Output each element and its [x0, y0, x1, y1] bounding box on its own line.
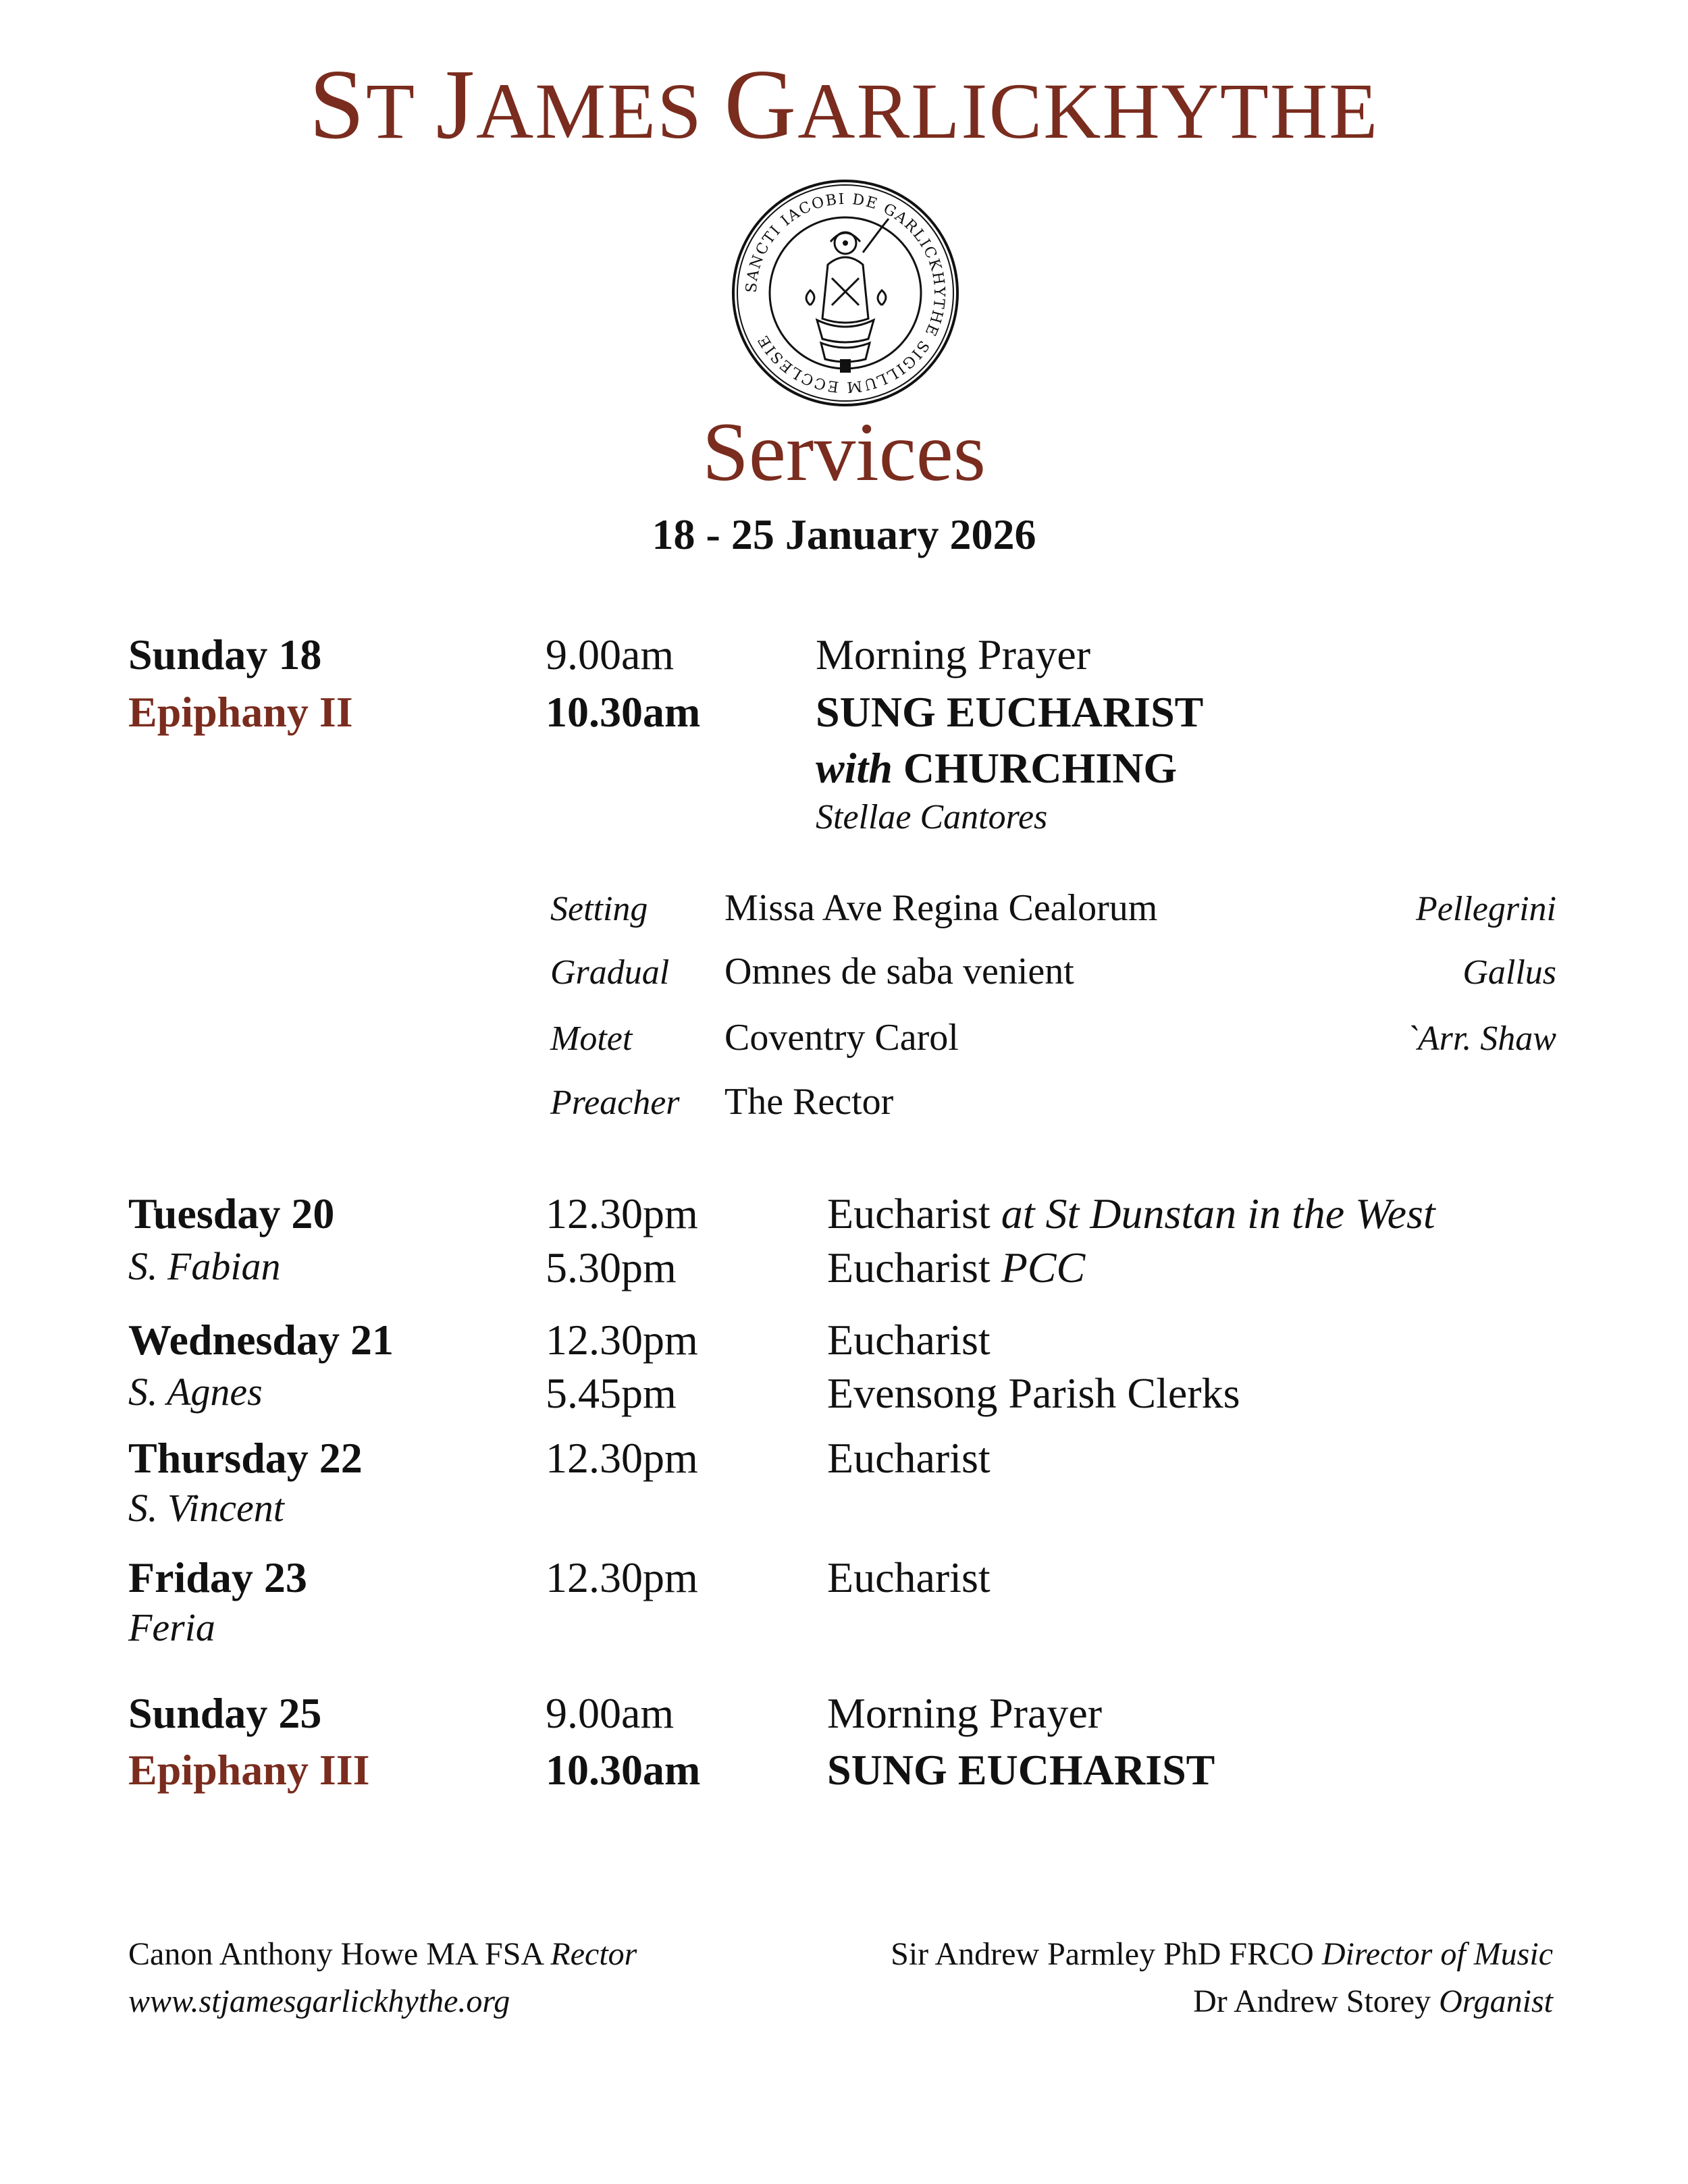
music-composer-gradual: Gallus: [1462, 953, 1556, 992]
sunday-25-time-1: 9.00am: [546, 1689, 675, 1737]
sunday-18-feast: Epiphany II: [128, 688, 353, 736]
footer-organist: Dr Andrew Storey Organist: [1193, 1983, 1553, 2019]
thursday-22-time-1: 12.30pm: [546, 1434, 698, 1482]
footer-rector: Canon Anthony Howe MA FSA Rector: [128, 1936, 637, 1972]
date-range: 18 - 25 January 2026: [652, 510, 1036, 558]
music-title-preacher: The Rector: [724, 1081, 894, 1123]
sunday-25-time-2: 10.30am: [546, 1746, 701, 1794]
tuesday-20-time-2: 5.30pm: [546, 1244, 677, 1291]
wednesday-21-service-1: Eucharist: [827, 1316, 991, 1364]
church-name-title: ST JAMES GARLICKHYTHE: [309, 49, 1379, 160]
sunday-25-service-2: SUNG EUCHARIST: [827, 1746, 1215, 1794]
footer-director: Sir Andrew Parmley PhD FRCO Director of Music: [891, 1936, 1553, 1972]
music-title-gradual: Omnes de saba venient: [724, 951, 1074, 992]
footer-website[interactable]: www.stjamesgarlickhythe.org: [128, 1983, 510, 2019]
tuesday-20-time-1: 12.30pm: [546, 1190, 698, 1237]
sunday-18-time-1: 9.00am: [546, 631, 675, 678]
wednesday-21-service-2: Evensong Parish Clerks: [827, 1369, 1240, 1417]
sunday-18-time-2: 10.30am: [546, 688, 701, 736]
sunday-18-service-2: SUNG EUCHARIST: [816, 688, 1204, 736]
music-label-gradual: Gradual: [550, 953, 670, 992]
thursday-22-service-1: Eucharist: [827, 1434, 991, 1482]
wednesday-21-time-2: 5.45pm: [546, 1369, 677, 1417]
music-label-preacher: Preacher: [550, 1084, 680, 1122]
tuesday-20-day: Tuesday 20: [128, 1190, 335, 1237]
music-title-setting: Missa Ave Regina Cealorum: [724, 887, 1158, 929]
friday-23-service-1: Eucharist: [827, 1553, 991, 1601]
friday-23-feast: Feria: [128, 1605, 215, 1649]
svg-text:SANCTI IACOBI DE GARLICKHYTHE: SANCTI IACOBI DE GARLICKHYTHE SIGILLUM ECCLESIE: [743, 190, 948, 396]
sunday-18-day: Sunday 18: [128, 631, 322, 678]
sunday-25-service-1: Morning Prayer: [827, 1689, 1103, 1737]
music-composer-motet: `Arr. Shaw: [1406, 1019, 1556, 1058]
thursday-22-day: Thursday 22: [128, 1434, 363, 1482]
thursday-22-feast: S. Vincent: [128, 1486, 284, 1530]
music-composer-setting: Pellegrini: [1416, 890, 1556, 928]
sunday-25-day: Sunday 25: [128, 1689, 322, 1737]
tuesday-20-service-1: Eucharist at St Dunstan in the West: [827, 1190, 1435, 1237]
wednesday-21-feast: S. Agnes: [128, 1370, 263, 1414]
wednesday-21-time-1: 12.30pm: [546, 1316, 698, 1364]
music-label-setting: Setting: [550, 890, 648, 928]
sunday-25-feast: Epiphany III: [128, 1746, 370, 1794]
music-label-motet: Motet: [550, 1019, 633, 1058]
sunday-18-service-2-churching: with CHURCHING: [816, 744, 1178, 792]
church-seal-icon: [729, 177, 961, 409]
sunday-18-service-1: Morning Prayer: [816, 631, 1091, 678]
wednesday-21-day: Wednesday 21: [128, 1316, 394, 1364]
sunday-18-choir: Stellae Cantores: [816, 798, 1048, 836]
music-title-motet: Coventry Carol: [724, 1017, 959, 1059]
friday-23-time-1: 12.30pm: [546, 1553, 698, 1601]
services-heading: Services: [702, 406, 986, 498]
tuesday-20-feast: S. Fabian: [128, 1244, 281, 1288]
tuesday-20-service-2: Eucharist PCC: [827, 1244, 1086, 1291]
friday-23-day: Friday 23: [128, 1553, 307, 1601]
